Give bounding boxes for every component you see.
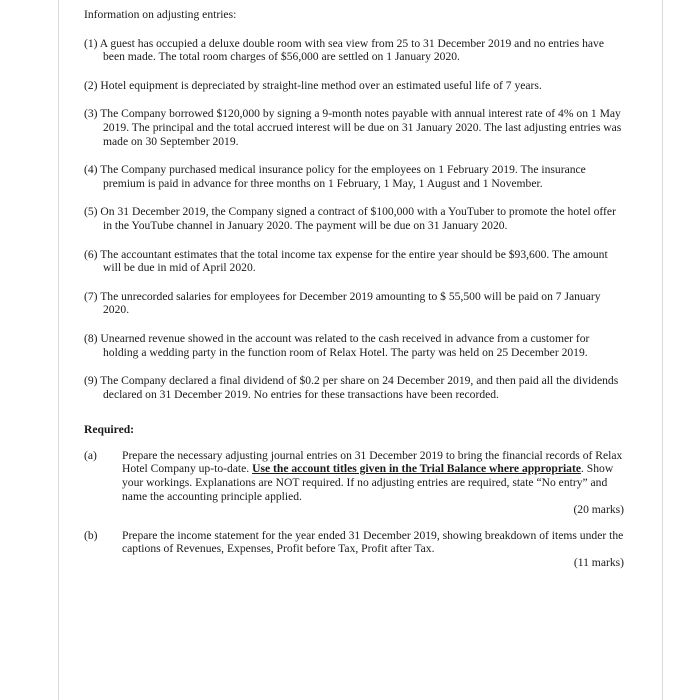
document-body xyxy=(84,8,624,582)
section-heading: Information on adjusting entries: xyxy=(84,8,237,21)
adjusting-entry-2: (2) Hotel equipment is depreciated by straight-line method over an estimated useful life of 7 years. xyxy=(84,78,542,92)
adjusting-entry-7: (7) The unrecorded salaries for employees for December 2019 amounting to $ 55,500 will be paid on 7 January 2020. xyxy=(84,289,601,317)
requirement-a-text-after: . Show your workings. Explanations are NOT required. If no adjusting entries are required, state “No entry” and name the accounting principle applied. xyxy=(122,462,614,503)
adjusting-entry-1: (1) A guest has occupied a deluxe double room with sea view from 25 to 31 December 2019 and no entries have been made. The total room charges of $56,000 are settled on 1 January 2020. xyxy=(84,36,604,64)
requirement-a-underlined: Use the account titles given in the Trial Balance where appropriate xyxy=(252,462,581,476)
adjusting-entry-4: (4) The Company purchased medical insurance policy for the employees on 1 February 2019. The insurance premium is paid in advance for three months on 1 February, 1 May, 1 August and 1 November. xyxy=(84,163,586,190)
requirement-a-text xyxy=(122,449,624,503)
adjusting-entry-8: (8) Unearned revenue showed in the account was related to the cash received in advance from a customer for holding a wedding party in the function room of Relax Hotel. The party was held on 25 December 2019. xyxy=(84,331,590,359)
requirement-b-label: (b) xyxy=(84,528,98,542)
requirement-b-text: Prepare the income statement for the year ended 31 December 2019, showing breakdown of items under the captions of Revenues, Expenses, Profit before Tax, Profit after Tax. xyxy=(122,528,624,556)
requirement-a-label: (a) xyxy=(84,448,97,462)
requirement-b-marks: (11 marks) xyxy=(573,556,624,570)
requirement-a-marks: (20 marks) xyxy=(573,503,624,517)
adjusting-entry-9: (9) The Company declared a final dividend of $0.2 per share on 24 December 2019, and then paid all the dividends declared on 31 December 2019. No entries for these transactions have been recorded. xyxy=(84,374,619,401)
required-heading: Required: xyxy=(84,423,135,437)
requirement-a xyxy=(84,449,624,517)
requirement-b xyxy=(84,529,624,570)
adjusting-entry-3: (3) The Company borrowed $120,000 by signing a 9-month notes payable with annual interest rate of 4% on 1 May 2019. The principal and the total accrued interest will be due on 31 January 2020. The last adjusting entries was made on 30 September 2019. xyxy=(84,107,622,148)
adjusting-entry-5: (5) On 31 December 2019, the Company signed a contract of $100,000 with a YouTuber to promote the hotel offer in the YouTube channel in January 2020. The payment will be due on 31 January 2020. xyxy=(84,205,616,232)
adjusting-entry-6: (6) The accountant estimates that the total income tax expense for the entire year should be $93,600. The amount will be due in mid of April 2020. xyxy=(84,247,608,275)
requirement-a-text-before: Prepare the necessary adjusting journal entries on 31 December 2019 to bring the financial records of Relax Hotel Company up-to-date. xyxy=(122,448,623,476)
